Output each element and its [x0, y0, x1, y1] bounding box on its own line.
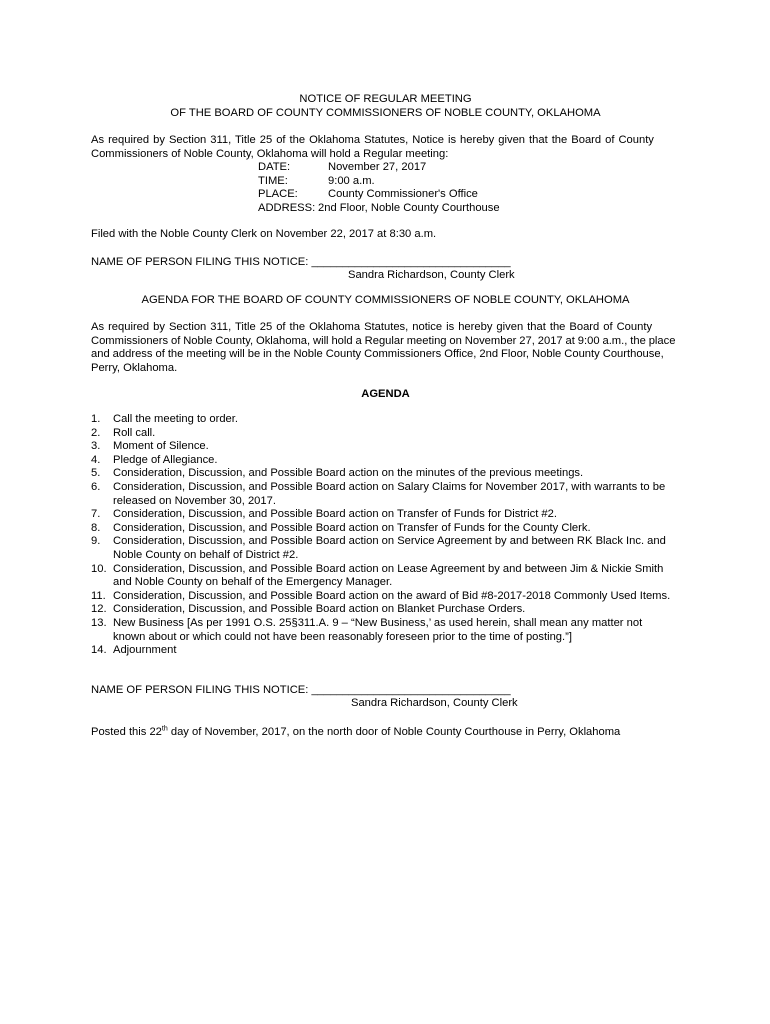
agenda-item-text: Roll call. — [113, 426, 156, 439]
agenda-item — [91, 522, 681, 536]
agenda-item — [91, 481, 681, 508]
meeting-details — [258, 161, 500, 215]
filed-statement — [91, 228, 680, 242]
agenda-item-number: 3. — [91, 440, 101, 453]
detail-date — [258, 161, 500, 175]
agenda-item-text: Adjournment — [113, 644, 177, 657]
notice-intro-line-1: As required by Section 311, Title 25 of the Oklahoma Statutes, Notice is hereby given that the Board of County — [91, 134, 654, 146]
agenda-item-text: New Business [As per 1991 O.S. 25§311.A. 9 – “New Business,’ as used herein, shall mean any matter not — [113, 616, 643, 629]
detail-place-value: County Commissioner's Office — [328, 188, 478, 201]
agenda-item-text: Consideration, Discussion, and Possible Board action on Salary Claims for November 2017, with warrants to be — [113, 480, 666, 493]
detail-place-label: PLACE: — [258, 188, 298, 201]
notice-filing-line — [91, 256, 680, 270]
agenda-item-text: Noble County on behalf of District #2. — [113, 548, 299, 561]
notice-intro — [91, 134, 680, 161]
agenda-title — [91, 294, 680, 308]
agenda-item — [91, 563, 681, 590]
footer-filing-name: Sandra Richardson, County Clerk — [351, 697, 518, 709]
detail-place — [258, 188, 500, 202]
posted-text-after: day of November, 2017, on the north door of Noble County Courthouse in Perry, Oklahoma — [167, 726, 621, 738]
agenda-item-number: 12. — [91, 603, 107, 616]
agenda-intro-line-1: As required by Section 311, Title 25 of the Oklahoma Statutes, notice is hereby given that the Board of County — [91, 321, 653, 333]
agenda-item-text: Consideration, Discussion, and Possible Board action on Lease Agreement by and between Jim & Nickie Smith — [113, 562, 664, 575]
notice-filing-name: Sandra Richardson, County Clerk — [348, 269, 515, 281]
agenda-item-number: 6. — [91, 480, 101, 493]
posted-text-sup: th — [161, 725, 168, 733]
agenda-item-number: 11. — [91, 589, 106, 602]
detail-address-label: ADDRESS: — [258, 201, 316, 214]
agenda-item — [91, 427, 681, 441]
agenda-item-number: 8. — [91, 521, 101, 534]
notice-title-line-2: OF THE BOARD OF COUNTY COMMISSIONERS OF NOBLE COUNTY, OKLAHOMA — [170, 106, 601, 119]
footer-filing-line — [91, 684, 680, 698]
agenda-item-number: 14. — [91, 644, 107, 657]
agenda-item — [91, 454, 681, 468]
agenda-item — [91, 413, 681, 427]
footer-filing-label: NAME OF PERSON FILING THIS NOTICE: ________________________________ — [91, 684, 511, 696]
agenda-intro-line-3: and address of the meeting will be in the Noble County Commissioners Office, 2nd Floor, Noble County Courthouse, — [91, 348, 664, 361]
agenda-item — [91, 535, 681, 562]
detail-address — [258, 202, 500, 216]
agenda-intro-line-2: Commissioners of Noble County, Oklahoma, will hold a Regular meeting on November 27, 2017 at 9:00 a.m., the place — [91, 334, 676, 347]
agenda-item-number: 9. — [91, 535, 101, 548]
notice-title-line-1: NOTICE OF REGULAR MEETING — [299, 93, 472, 105]
notice-filing-signature — [348, 269, 515, 283]
agenda-item-number: 10. — [91, 562, 107, 575]
notice-filing-label: NAME OF PERSON FILING THIS NOTICE: ________________________________ — [91, 256, 511, 268]
agenda-intro — [91, 321, 680, 375]
agenda-item — [91, 440, 681, 454]
agenda-item-text: released on November 30, 2017. — [113, 494, 276, 507]
agenda-item-text: Consideration, Discussion, and Possible Board action on Transfer of Funds for the County Clerk. — [113, 521, 591, 534]
notice-title — [91, 93, 680, 120]
agenda-item-text: known about or which could not have been reasonably foreseen prior to the time of posting.”] — [113, 630, 572, 643]
agenda-item-number: 1. — [91, 413, 101, 425]
agenda-list — [91, 413, 681, 658]
detail-time — [258, 175, 500, 189]
agenda-intro-line-4: Perry, Oklahoma. — [91, 361, 178, 374]
detail-time-value: 9:00 a.m. — [328, 174, 375, 187]
agenda-item — [91, 617, 681, 644]
agenda-item-text: and Noble County on behalf of the Emergency Manager. — [113, 576, 393, 589]
detail-date-label: DATE: — [258, 161, 291, 173]
agenda-item-text: Consideration, Discussion, and Possible Board action on the minutes of the previous meetings. — [113, 467, 584, 480]
agenda-item-number: 2. — [91, 426, 101, 439]
detail-time-label: TIME: — [258, 174, 288, 187]
agenda-item-text: Pledge of Allegiance. — [113, 453, 218, 466]
detail-address-value: 2nd Floor, Noble County Courthouse — [318, 201, 500, 214]
posted-text — [91, 726, 691, 740]
footer-filing-signature — [351, 697, 518, 711]
agenda-item — [91, 590, 681, 604]
agenda-item — [91, 644, 681, 658]
agenda-item-text: Call the meeting to order. — [113, 413, 238, 425]
posted-statement — [91, 726, 691, 740]
agenda-title-text: AGENDA FOR THE BOARD OF COUNTY COMMISSIONERS OF NOBLE COUNTY, OKLAHOMA — [141, 294, 630, 306]
agenda-item-number: 4. — [91, 453, 101, 466]
agenda-item-text: Consideration, Discussion, and Possible Board action on Service Agreement by and between RK Black Inc. and — [113, 535, 666, 548]
detail-date-value: November 27, 2017 — [328, 161, 427, 173]
notice-intro-line-2: Commissioners of Noble County, Oklahoma will hold a Regular meeting: — [91, 147, 449, 160]
agenda-item — [91, 467, 681, 481]
agenda-item-text: Consideration, Discussion, and Possible Board action on Blanket Purchase Orders. — [113, 603, 526, 616]
agenda-item — [91, 508, 681, 522]
agenda-item-text: Moment of Silence. — [113, 440, 209, 453]
agenda-item-text: Consideration, Discussion, and Possible Board action on the award of Bid #8-2017-2018 Commonly Used Items. — [113, 589, 671, 602]
agenda-item-text: Consideration, Discussion, and Possible Board action on Transfer of Funds for District #2. — [113, 508, 557, 521]
agenda-heading — [91, 388, 680, 402]
agenda-heading-text: AGENDA — [361, 388, 410, 400]
agenda-item-number: 7. — [91, 508, 101, 521]
filed-text: Filed with the Noble County Clerk on November 22, 2017 at 8:30 a.m. — [91, 228, 437, 240]
agenda-item — [91, 603, 681, 617]
agenda-item-number: 5. — [91, 467, 101, 480]
agenda-item-number: 13. — [91, 616, 107, 629]
posted-text-before: Posted this 22 — [91, 726, 162, 738]
